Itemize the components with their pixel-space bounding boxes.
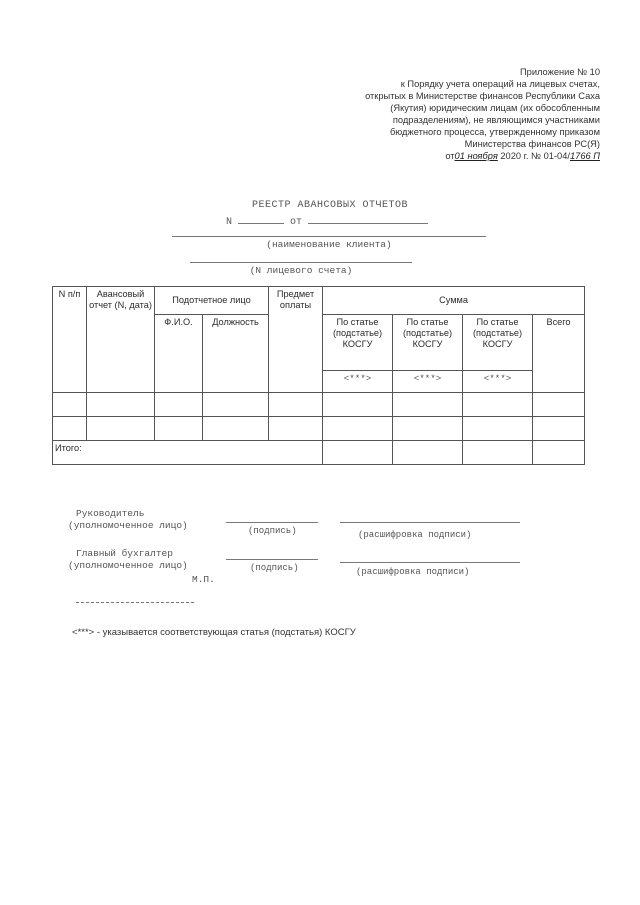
col-subject-header: Предмет оплаты — [269, 287, 323, 393]
col-sum-header: Сумма — [323, 287, 585, 315]
appendix-line: подразделениям), не являющимся участниками — [392, 115, 600, 125]
col-num-header: N п/п — [53, 287, 87, 393]
header-row — [53, 287, 585, 315]
accountant-label: Главный бухгалтер — [76, 548, 173, 559]
register-table — [52, 286, 585, 465]
separator-line — [76, 602, 194, 603]
col-person-header: Подотчетное лицо — [155, 287, 269, 315]
table-cell — [393, 417, 463, 441]
head-decode-line — [340, 522, 520, 523]
account-caption: (N лицевого счета) — [249, 265, 353, 276]
appendix-line: Приложение № 10 — [519, 67, 600, 77]
head-sublabel: (уполномоченное лицо) — [68, 520, 188, 531]
date-year-number: 2020 г. № 01-04/ — [500, 151, 570, 161]
table-cell — [323, 393, 393, 417]
table-row — [53, 393, 585, 417]
head-label: Руководитель — [76, 508, 145, 519]
accountant-sign-line — [226, 559, 318, 560]
table-cell — [533, 441, 585, 465]
accountant-sublabel: (уполномоченное лицо) — [68, 560, 188, 571]
footnote: <***> - указывается соответствующая статья (подстатья) КОСГУ — [72, 627, 356, 638]
table-cell — [463, 417, 533, 441]
number-blank — [238, 214, 284, 224]
table-cell — [323, 441, 393, 465]
table-cell — [53, 417, 87, 441]
head-sign-line — [226, 522, 318, 523]
from-label: от — [290, 217, 303, 228]
table-cell — [203, 417, 269, 441]
col-position-header: Должность — [203, 315, 269, 393]
col-article-header: По статье (подстатье) КОСГУ — [463, 315, 533, 371]
handwritten-number: 1766 П — [569, 151, 600, 161]
head-sign-caption: (подпись) — [248, 526, 297, 536]
table-cell — [269, 417, 323, 441]
table-cell — [155, 393, 203, 417]
total-row — [53, 441, 585, 465]
appendix-date-line — [300, 150, 600, 162]
table-cell — [203, 393, 269, 417]
col-fio-header: Ф.И.О. — [155, 315, 203, 393]
register-number-line — [226, 214, 428, 228]
table-cell — [463, 393, 533, 417]
accountant-sign-caption: (подпись) — [250, 563, 299, 573]
table-cell — [533, 417, 585, 441]
appendix-line: (Якутия) юридическим лицам (их обособленным — [390, 103, 600, 113]
date-prefix: от — [445, 151, 455, 161]
table-cell — [269, 393, 323, 417]
account-line — [190, 262, 412, 263]
table-cell — [393, 393, 463, 417]
col-report-header: Авансовый отчет (N, дата) — [87, 287, 155, 393]
accountant-decode-line — [340, 562, 520, 563]
head-decode-caption: (расшифровка подписи) — [358, 530, 472, 540]
appendix-line: Министерства финансов РС(Я) — [464, 139, 600, 149]
table-row — [53, 417, 585, 441]
handwritten-date: 01 ноября — [454, 151, 498, 161]
register-title: РЕЕСТР АВАНСОВЫХ ОТЧЕТОВ — [251, 200, 409, 211]
col-total-header: Всего — [533, 315, 585, 393]
table-cell — [463, 441, 533, 465]
table-cell — [323, 417, 393, 441]
appendix-block — [300, 66, 600, 162]
appendix-line: открытых в Министерстве финансов Республики Саха — [365, 91, 600, 101]
kosgu-code-cell: <***> — [393, 371, 463, 393]
table-cell — [393, 441, 463, 465]
client-caption: (наименование клиента) — [266, 239, 392, 250]
client-line — [172, 236, 486, 237]
date-blank — [308, 214, 428, 224]
table-cell — [87, 393, 155, 417]
accountant-decode-caption: (расшифровка подписи) — [356, 567, 470, 577]
table-cell — [533, 393, 585, 417]
total-label: Итого: — [53, 441, 323, 465]
appendix-line: к Порядку учета операций на лицевых счетах, — [400, 79, 600, 89]
col-article-header: По статье (подстатье) КОСГУ — [323, 315, 393, 371]
table-cell — [87, 417, 155, 441]
kosgu-code-cell: <***> — [463, 371, 533, 393]
table-cell — [53, 393, 87, 417]
stamp-label: М.П. — [192, 574, 215, 585]
number-label: N — [226, 217, 233, 228]
col-article-header: По статье (подстатье) КОСГУ — [393, 315, 463, 371]
table-cell — [155, 417, 203, 441]
appendix-line: бюджетного процесса, утвержденному приказом — [389, 127, 600, 137]
kosgu-code-cell: <***> — [323, 371, 393, 393]
